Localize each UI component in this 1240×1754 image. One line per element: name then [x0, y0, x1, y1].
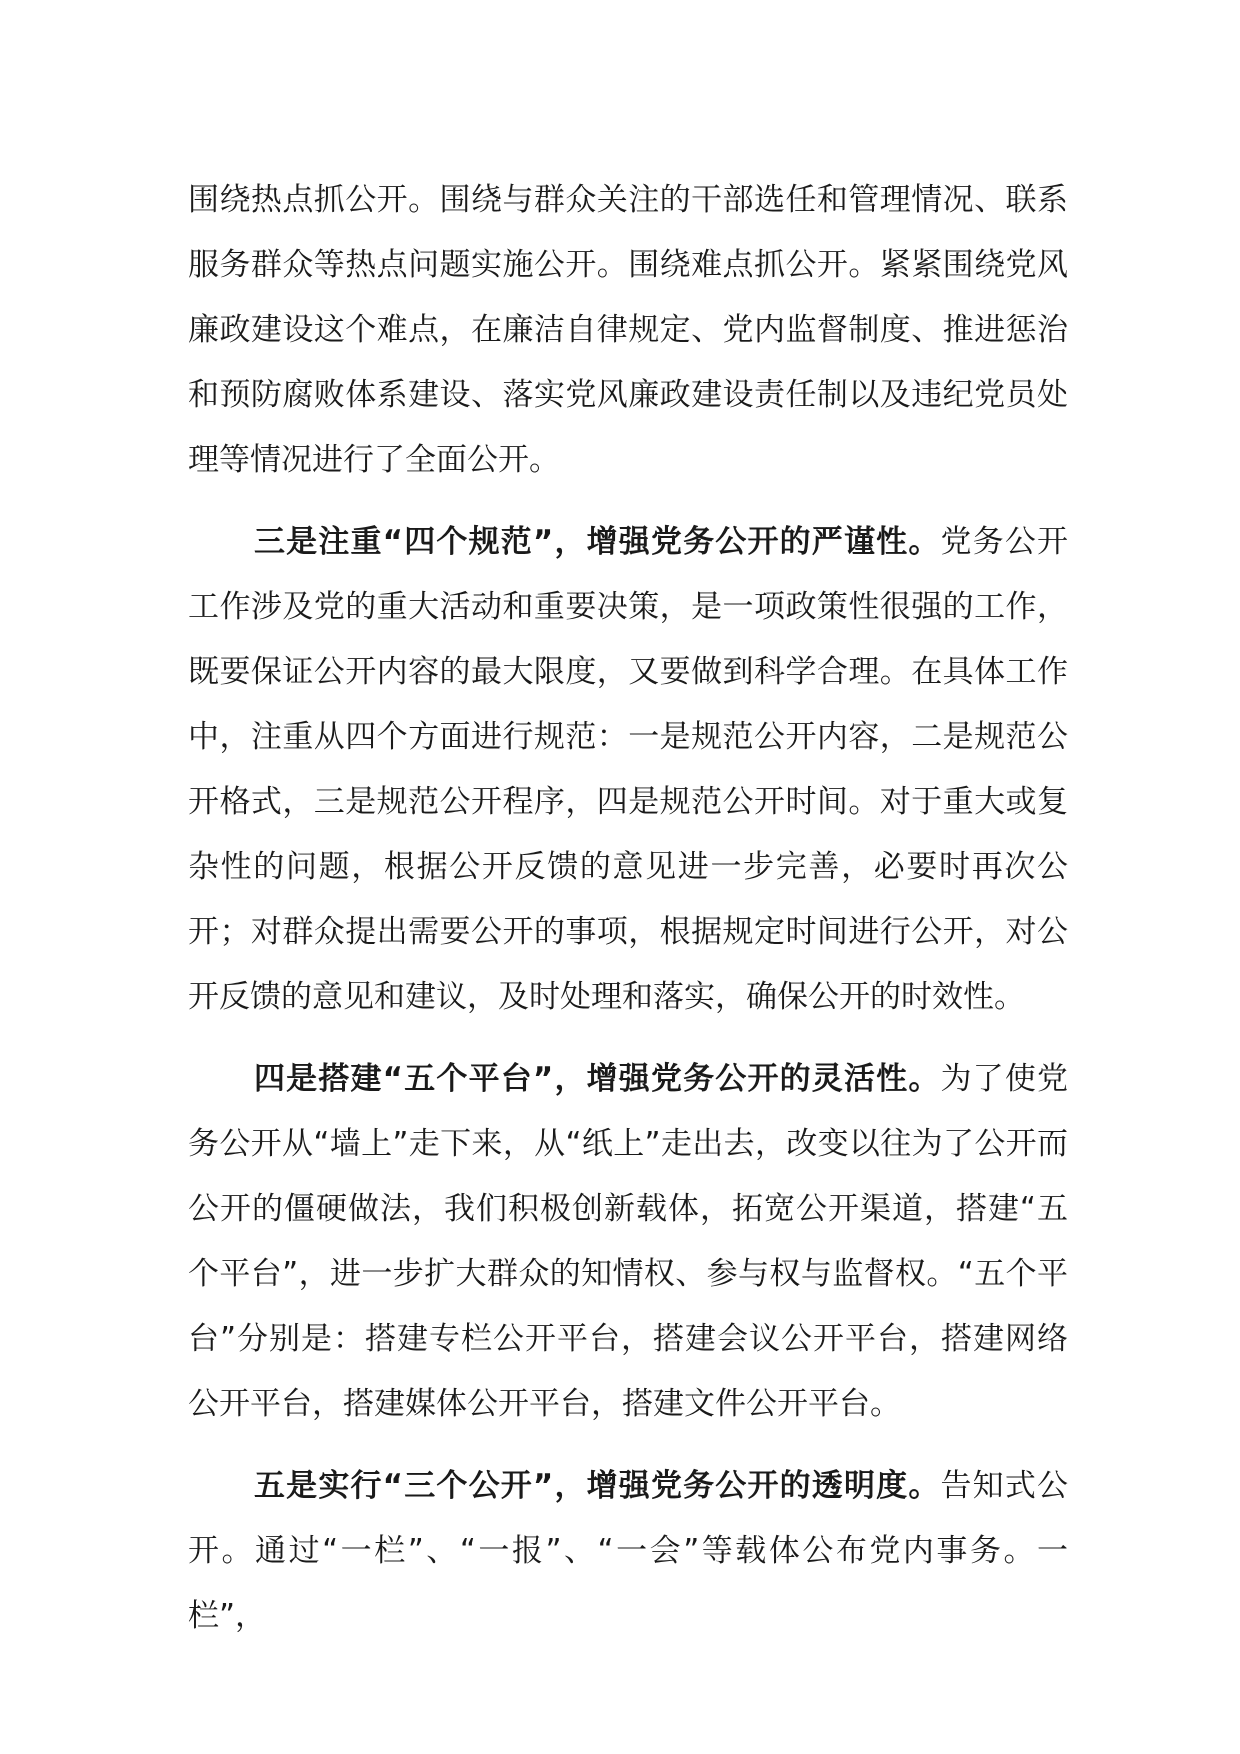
paragraph-3-text: 为了使党务公开从“墙上”走下来，从“纸上”走出去，改变以往为了公开而公开的僵硬做法，我们积极创新载体，拓宽公开渠道，搭建“五个平台”，进一步扩大群众的知情权、参与权与监督权。“五个平台”分别是：搭建专栏公开平台，搭建会议公开平台，搭建网络公开平台，搭建媒体公开平台，搭建文件公开平台。	[188, 1061, 1069, 1422]
paragraph-1	[188, 168, 1068, 493]
paragraph-3-heading: 四是搭建“五个平台”，增强党务公开的灵活性。	[254, 1061, 941, 1097]
paragraph-3	[188, 1047, 1068, 1437]
paragraph-2-heading: 三是注重“四个规范”，增强党务公开的严谨性。	[254, 524, 941, 560]
document-body	[188, 168, 1068, 1666]
paragraph-4-heading: 五是实行“三个公开”，增强党务公开的透明度。	[254, 1468, 941, 1504]
paragraph-4	[188, 1454, 1068, 1649]
paragraph-2	[188, 510, 1068, 1030]
paragraph-4-text: 告知式公开。通过“一栏”、“一报”、“一会”等载体公布党内事务。一栏”，	[188, 1468, 1069, 1634]
paragraph-1-text: 围绕热点抓公开。围绕与群众关注的干部选任和管理情况、联系服务群众等热点问题实施公开。围绕难点抓公开。紧紧围绕党风廉政建设这个难点，在廉洁自律规定、党内监督制度、推进惩治和预防腐败体系建设、落实党风廉政建设责任制以及违纪党员处理等情况进行了全面公开。	[188, 182, 1068, 478]
paragraph-2-text: 党务公开工作涉及党的重大活动和重要决策，是一项政策性很强的工作，既要保证公开内容的最大限度，又要做到科学合理。在具体工作中，注重从四个方面进行规范：一是规范公开内容，二是规范公开格式，三是规范公开程序，四是规范公开时间。对于重大或复杂性的问题，根据公开反馈的意见进一步完善，必要时再次公开；对群众提出需要公开的事项，根据规定时间进行公开，对公开反馈的意见和建议，及时处理和落实，确保公开的时效性。	[188, 524, 1069, 1015]
